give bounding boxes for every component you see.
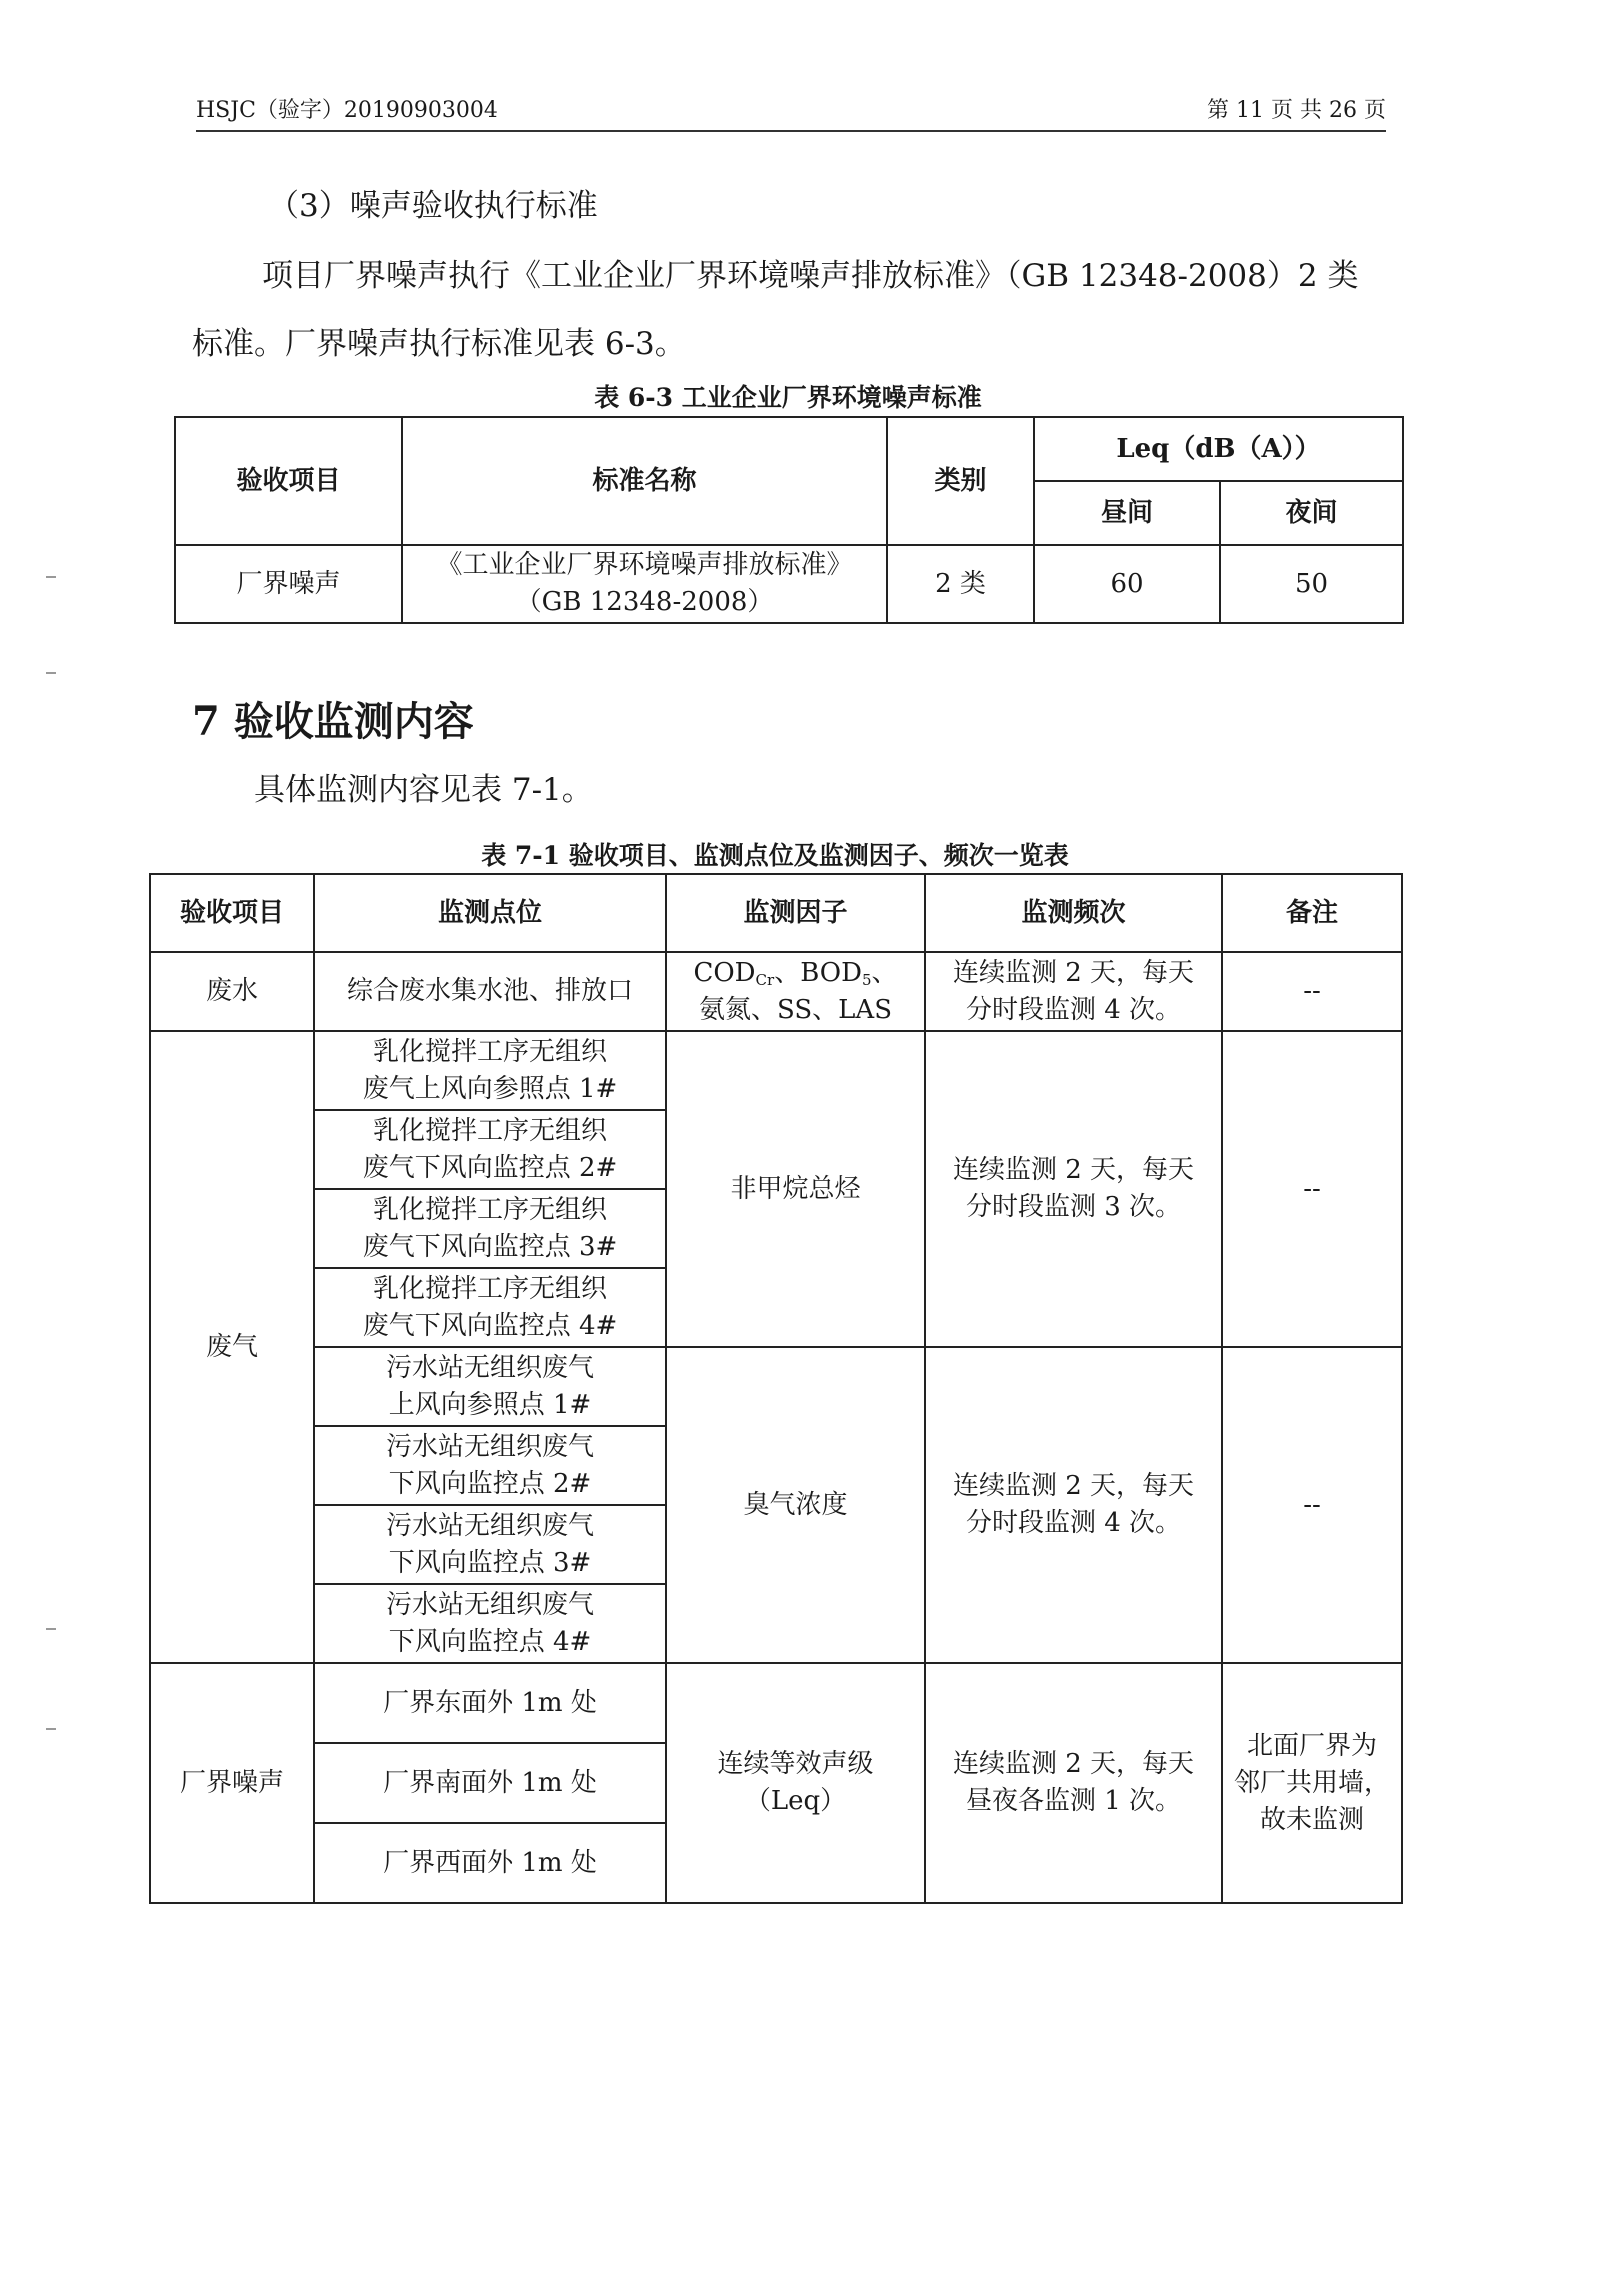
cell-standard (402, 545, 887, 623)
cell-point: 污水站无组织废气 上风向参照点 1# (314, 1347, 666, 1426)
cell-factor: 非甲烷总烃 (666, 1031, 925, 1347)
standard-name-line1: 《工业企业厂界环境噪声排放标准》 (436, 550, 853, 580)
scan-margin-mark (46, 672, 56, 674)
standard-name-line2: （GB 12348-2008） (515, 587, 774, 617)
cell-point: 污水站无组织废气 下风向监控点 2# (314, 1426, 666, 1505)
col-header-standard: 标准名称 (402, 417, 887, 545)
col-header-day: 昼间 (1034, 481, 1220, 545)
cell-night-limit: 50 (1220, 545, 1403, 623)
table-row-gas-5 (150, 1347, 1402, 1426)
col-header-item: 验收项目 (175, 417, 402, 545)
col-header-category: 类别 (887, 417, 1034, 545)
cell-point: 污水站无组织废气 下风向监控点 3# (314, 1505, 666, 1584)
cell-frequency: 连续监测 2 天，每天 分时段监测 4 次。 (925, 1347, 1222, 1663)
table-7-1 (149, 873, 1403, 1904)
scan-margin-mark (46, 576, 56, 578)
table-row-gas-1 (150, 1031, 1402, 1110)
table-row (175, 545, 1403, 623)
table-row-wastewater (150, 952, 1402, 1031)
cell-item: 厂界噪声 (175, 545, 402, 623)
scan-margin-mark (46, 1628, 56, 1630)
paragraph-line-1: 项目厂界噪声执行《工业企业厂界环境噪声排放标准》（GB 12348-2008）2 类 (262, 258, 1359, 294)
cell-point: 厂界西面外 1m 处 (314, 1823, 666, 1903)
document-id: HSJC（验字）20190903004 (196, 98, 498, 123)
cell-day-limit: 60 (1034, 545, 1220, 623)
cell-category: 2 类 (887, 545, 1034, 623)
cell-point: 污水站无组织废气 下风向监控点 4# (314, 1584, 666, 1663)
col-header-frequency: 监测频次 (925, 874, 1222, 952)
page-number: 第 11 页 共 26 页 (1207, 98, 1386, 123)
cell-remark: -- (1222, 1347, 1402, 1663)
cell-item-wastewater: 废水 (150, 952, 314, 1031)
page-header (196, 92, 1386, 132)
table-6-3-caption: 表 6-3 工业企业厂界环境噪声标准 (594, 383, 982, 412)
cell-remark: 北面厂界为 邻厂共用墙， 故未监测 (1222, 1663, 1402, 1903)
factor-line2: 氨氮、SS、LAS (698, 994, 893, 1025)
table-6-3 (174, 416, 1404, 624)
col-header-night: 夜间 (1220, 481, 1403, 545)
col-header-remark: 备注 (1222, 874, 1402, 952)
cell-point: 乳化搅拌工序无组织 废气上风向参照点 1# (314, 1031, 666, 1110)
cell-point: 综合废水集水池、排放口 (314, 952, 666, 1031)
col-header-item: 验收项目 (150, 874, 314, 952)
cell-remark: -- (1222, 1031, 1402, 1347)
cell-frequency: 连续监测 2 天，每天 分时段监测 4 次。 (925, 952, 1222, 1031)
table-row-noise-1 (150, 1663, 1402, 1743)
section-7-heading: 7 验收监测内容 (192, 698, 474, 745)
col-header-leq: Leq（dB（A）） (1034, 417, 1403, 481)
section-7-paragraph: 具体监测内容见表 7-1。 (254, 772, 593, 808)
cell-frequency: 连续监测 2 天，每天 昼夜各监测 1 次。 (925, 1663, 1222, 1903)
cell-point: 厂界东面外 1m 处 (314, 1663, 666, 1743)
cell-point: 厂界南面外 1m 处 (314, 1743, 666, 1823)
cell-remark: -- (1222, 952, 1402, 1031)
cell-factor: 连续等效声级 （Leq） (666, 1663, 925, 1903)
cell-item-waste-gas: 废气 (150, 1031, 314, 1663)
cell-frequency: 连续监测 2 天，每天 分时段监测 3 次。 (925, 1031, 1222, 1347)
cell-item-noise: 厂界噪声 (150, 1663, 314, 1903)
noise-standard-subheading: （3）噪声验收执行标准 (268, 188, 598, 224)
table-7-1-caption: 表 7-1 验收项目、监测点位及监测因子、频次一览表 (481, 841, 1069, 870)
col-header-factor: 监测因子 (666, 874, 925, 952)
cell-point: 乳化搅拌工序无组织 废气下风向监控点 3# (314, 1189, 666, 1268)
cell-point: 乳化搅拌工序无组织 废气下风向监控点 2# (314, 1110, 666, 1189)
col-header-point: 监测点位 (314, 874, 666, 952)
factor-line1: $COD_{Cr}$、$BOD_5$、 (693, 957, 898, 989)
cell-point: 乳化搅拌工序无组织 废气下风向监控点 4# (314, 1268, 666, 1347)
scan-margin-mark (46, 1728, 56, 1730)
paragraph-line-2: 标准。厂界噪声执行标准见表 6-3。 (192, 326, 686, 362)
cell-factor: 臭气浓度 (666, 1347, 925, 1663)
cell-factor (666, 952, 925, 1031)
